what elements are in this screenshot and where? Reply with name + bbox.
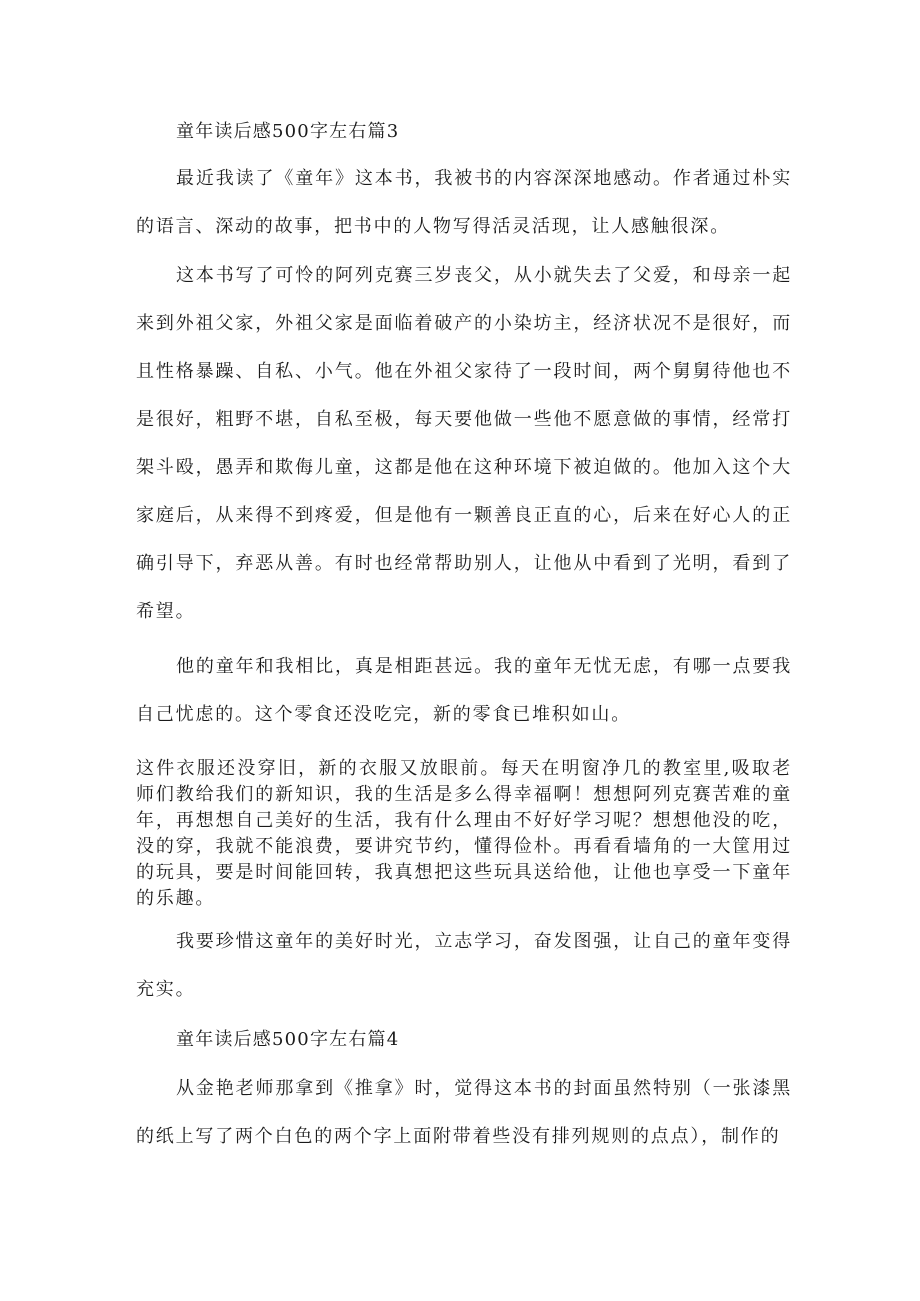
paragraph-summary: 这本书写了可怜的阿列克赛三岁丧父，从小就失去了父爱，和母亲一起来到外祖父家，外祖父家是面临着破产的小染坊主，经济状况不是很好，而且性格暴躁、自私、小气。他在外祖父家待了一段时间，两个舅舅待他也不是很好，粗野不堪，自私至极，每天要他做一些他不愿意做的事情，经常打架斗殴，愚弄和欺侮儿童，这都是他在这种环境下被迫做的。他加入这个大家庭后，从来得不到疼爱，但是他有一颗善良正直的心，后来在好心人的正确引导下，弃恶从善。有时也经常帮助别人，让他从中看到了光明，看到了希望。 bbox=[136, 265, 792, 622]
paragraph-tuina-intro: 从金艳老师那拿到《推拿》时，觉得这本书的封面虽然特别（一张漆黑的纸上写了两个白色的两个字上面附带着些没有排列规则的点点），制作的 bbox=[136, 1078, 792, 1147]
section-heading-3: 童年读后感500字左右篇3 bbox=[176, 121, 400, 142]
paragraph-reflection: 这件衣服还没穿旧，新的衣服又放眼前。每天在明窗净几的教室里,吸取老师们教给我们的新知识，我的生活是多么得幸福啊！想想阿列克赛苦难的童年，再想想自己美好的生活，我有什么理由不好好学习呢？想想他没的吃，没的穿，我就不能浪费，要讲究节约，懂得俭朴。再看看墙角的一大筐用过的玩具，要是时间能回转，我真想把这些玩具送给他，让他也享受一下童年的乐趣。 bbox=[136, 758, 792, 909]
paragraph-closing: 我要珍惜这童年的美好时光，立志学习，奋发图强，让自己的童年变得充实。 bbox=[136, 931, 792, 1000]
section-heading-4: 童年读后感500字左右篇4 bbox=[176, 1029, 400, 1050]
paragraph-intro: 最近我读了《童年》这本书，我被书的内容深深地感动。作者通过朴实的语言、深动的故事，把书中的人物写得活灵活现，让人感触很深。 bbox=[136, 168, 792, 237]
paragraph-comparison: 他的童年和我相比，真是相距甚远。我的童年无忧无虑，有哪一点要我自己忧虑的。这个零食还没吃完，新的零食已堆积如山。 bbox=[136, 656, 792, 725]
